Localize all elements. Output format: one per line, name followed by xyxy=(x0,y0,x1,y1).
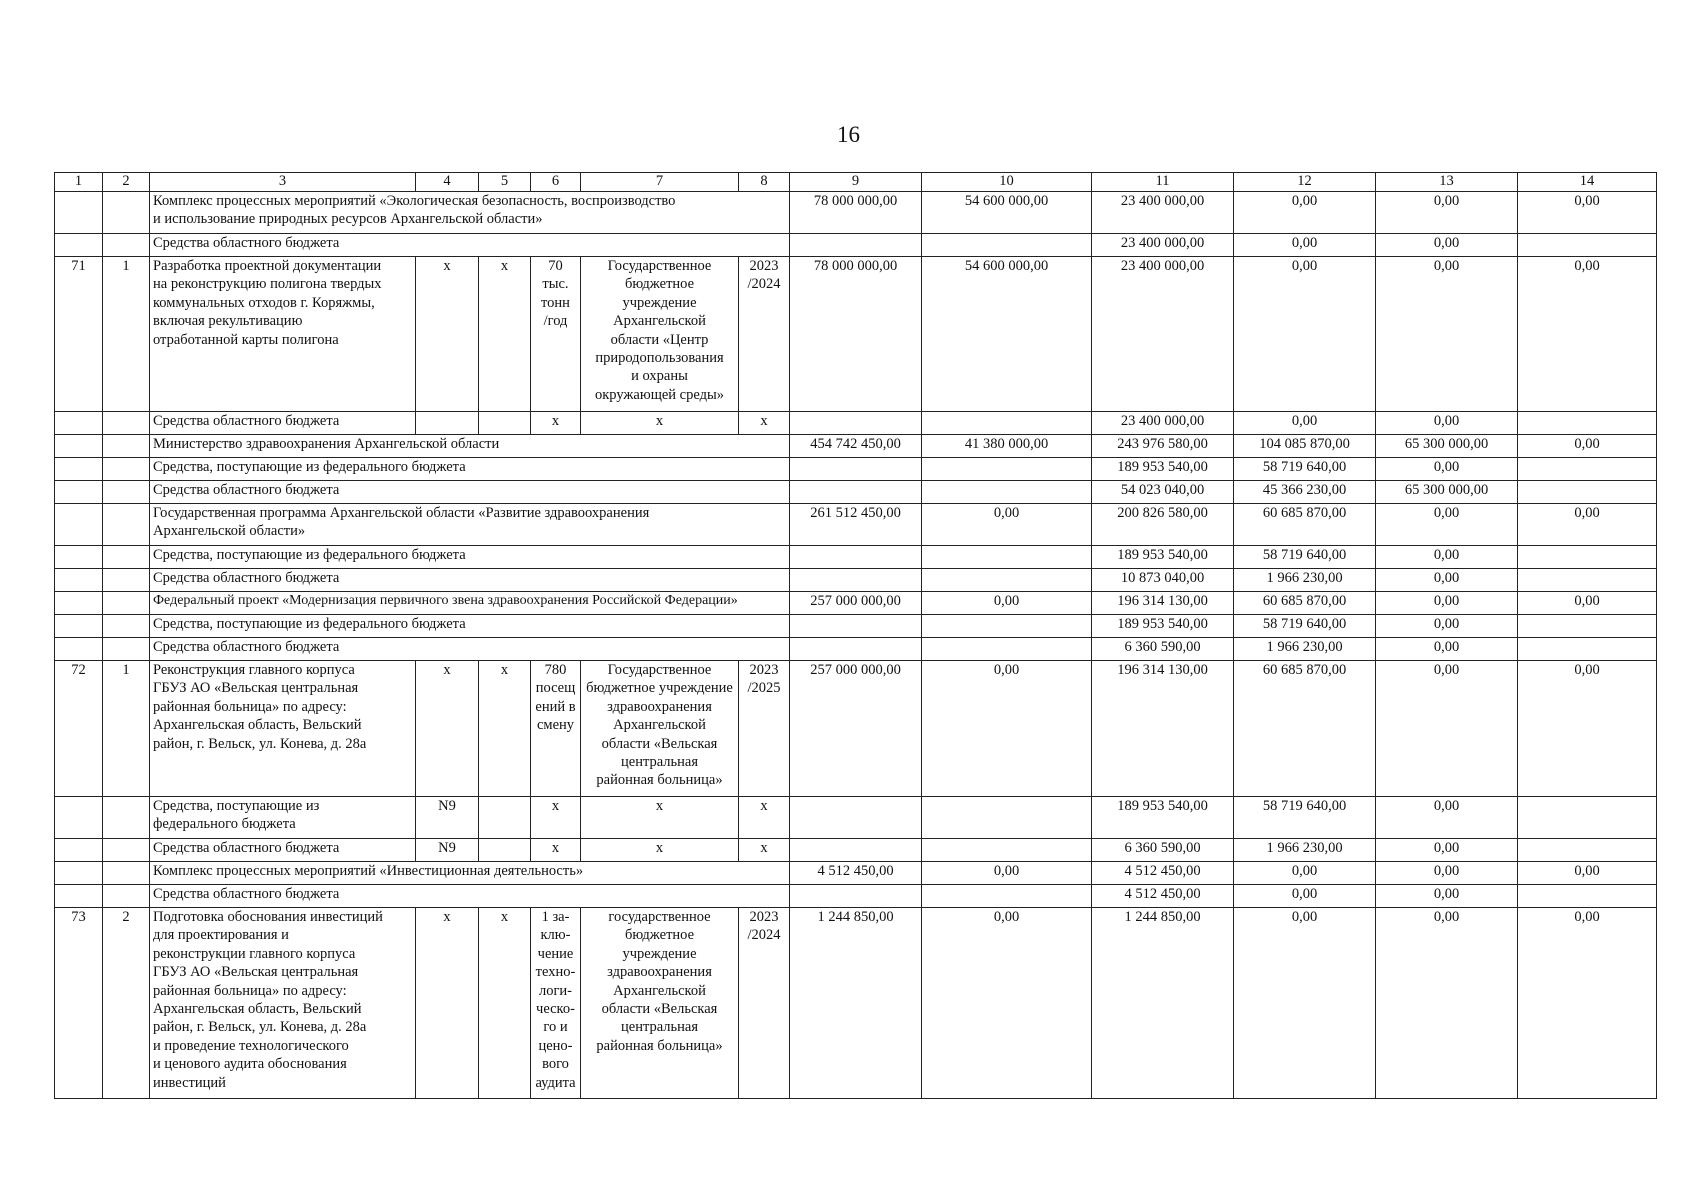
cell-col6: х xyxy=(531,839,581,862)
cell-col11: 23 400 000,00 xyxy=(1092,234,1234,257)
cell-col4: N9 xyxy=(416,839,479,862)
col-header: 4 xyxy=(416,173,479,192)
cell-col12: 45 366 230,00 xyxy=(1234,481,1376,504)
cell-col11: 189 953 540,00 xyxy=(1092,797,1234,839)
cell-col13: 0,00 xyxy=(1376,862,1518,885)
cell-col11: 54 023 040,00 xyxy=(1092,481,1234,504)
col-header: 12 xyxy=(1234,173,1376,192)
cell-col11: 23 400 000,00 xyxy=(1092,192,1234,234)
funding-row xyxy=(55,234,1657,257)
cell-col11: 196 314 130,00 xyxy=(1092,592,1234,615)
funding-row xyxy=(55,885,1657,908)
cell-col8: х xyxy=(739,412,790,435)
cell-col12: 60 685 870,00 xyxy=(1234,504,1376,546)
funding-row xyxy=(55,638,1657,661)
cell-col5: х xyxy=(479,908,531,1099)
cell-col12: 104 085 870,00 xyxy=(1234,435,1376,458)
cell-col4: х xyxy=(416,661,479,797)
col-header: 1 xyxy=(55,173,103,192)
col-header: 9 xyxy=(790,173,922,192)
responsible-org: Государственное бюджетное учреждение Архангельской области «Центр природопользования и охраны окружающей среды» xyxy=(581,257,739,412)
cell-col13: 0,00 xyxy=(1376,885,1518,908)
capacity: 70 тыс. тонн /год xyxy=(531,257,581,412)
cell-col2: 1 xyxy=(103,257,150,412)
cell-col13: 0,00 xyxy=(1376,839,1518,862)
table-row xyxy=(55,908,1657,1099)
cell-col9: 78 000 000,00 xyxy=(790,192,922,234)
col-header: 11 xyxy=(1092,173,1234,192)
cell-col11: 1 244 850,00 xyxy=(1092,908,1234,1099)
funding-row xyxy=(55,839,1657,862)
cell-col11: 243 976 580,00 xyxy=(1092,435,1234,458)
capacity: 1 за- клю- чение техно- логи- ческо- го и цено- вого аудита xyxy=(531,908,581,1099)
cell-col7: х xyxy=(581,839,739,862)
funding-source: Средства, поступающие из федерального бюджета xyxy=(150,797,416,839)
col-header: 10 xyxy=(922,173,1092,192)
funding-source: Средства областного бюджета xyxy=(150,481,790,504)
cell-col13: 0,00 xyxy=(1376,569,1518,592)
cell-col10: 54 600 000,00 xyxy=(922,257,1092,412)
col-header: 14 xyxy=(1518,173,1657,192)
cell-col13: 0,00 xyxy=(1376,192,1518,234)
cell-col5: х xyxy=(479,661,531,797)
cell-col13: 0,00 xyxy=(1376,458,1518,481)
col-header: 7 xyxy=(581,173,739,192)
cell-col11: 200 826 580,00 xyxy=(1092,504,1234,546)
cell-col11: 10 873 040,00 xyxy=(1092,569,1234,592)
cell-col12: 58 719 640,00 xyxy=(1234,615,1376,638)
funding-source: Средства, поступающие из федерального бюджета xyxy=(150,615,790,638)
cell-col7: х xyxy=(581,412,739,435)
col-header: 13 xyxy=(1376,173,1518,192)
cell-col5: х xyxy=(479,257,531,412)
cell-col12: 58 719 640,00 xyxy=(1234,458,1376,481)
cell-col6: х xyxy=(531,412,581,435)
section-row xyxy=(55,862,1657,885)
funding-source: Средства областного бюджета xyxy=(150,412,416,435)
funding-source: Средства, поступающие из федерального бюджета xyxy=(150,546,790,569)
cell-col13: 0,00 xyxy=(1376,504,1518,546)
section-row xyxy=(55,192,1657,234)
cell-col11: 4 512 450,00 xyxy=(1092,885,1234,908)
cell-col12: 0,00 xyxy=(1234,862,1376,885)
cell-col13: 0,00 xyxy=(1376,661,1518,797)
cell-col10: 0,00 xyxy=(922,862,1092,885)
cell-col14: 0,00 xyxy=(1518,504,1657,546)
section-row xyxy=(55,592,1657,615)
cell-col12: 0,00 xyxy=(1234,885,1376,908)
measure-name: Реконструкция главного корпуса ГБУЗ АО «Вельская центральная районная больница» по адресу: Архангельская область, Вельский район, г. Вельск, ул. Конева, д. 28а xyxy=(150,661,416,797)
col-header: 8 xyxy=(739,173,790,192)
col-header: 5 xyxy=(479,173,531,192)
funding-source: Средства областного бюджета xyxy=(150,885,790,908)
cell-col13: 0,00 xyxy=(1376,546,1518,569)
row-number: 73 xyxy=(55,908,103,1099)
cell-col9: 1 244 850,00 xyxy=(790,908,922,1099)
cell-col13: 0,00 xyxy=(1376,412,1518,435)
cell-col12: 60 685 870,00 xyxy=(1234,661,1376,797)
cell-col10: 54 600 000,00 xyxy=(922,192,1092,234)
cell-col11: 23 400 000,00 xyxy=(1092,412,1234,435)
cell-col12: 0,00 xyxy=(1234,908,1376,1099)
cell-col8: х xyxy=(739,797,790,839)
cell-col14: 0,00 xyxy=(1518,192,1657,234)
cell-col12: 1 966 230,00 xyxy=(1234,638,1376,661)
cell-col13: 0,00 xyxy=(1376,797,1518,839)
cell-col13: 0,00 xyxy=(1376,615,1518,638)
period: 2023 /2025 xyxy=(739,661,790,797)
responsible-org: государственное бюджетное учреждение здравоохранения Архангельской области «Вельская центральная районная больница» xyxy=(581,908,739,1099)
cell-col13: 0,00 xyxy=(1376,908,1518,1099)
section-row xyxy=(55,435,1657,458)
cell-col9: 78 000 000,00 xyxy=(790,257,922,412)
cell-col8: х xyxy=(739,839,790,862)
col-header: 6 xyxy=(531,173,581,192)
cell-col14: 0,00 xyxy=(1518,862,1657,885)
cell-col9: 257 000 000,00 xyxy=(790,592,922,615)
funding-source: Средства областного бюджета xyxy=(150,638,790,661)
section-title: Федеральный проект «Модернизация первичного звена здравоохранения Российской Федерации» xyxy=(150,592,790,615)
section-title: Комплекс процессных мероприятий «Экологическая безопасность, воспроизводство и использование природных ресурсов Архангельской области» xyxy=(150,192,790,234)
section-title: Комплекс процессных мероприятий «Инвестиционная деятельность» xyxy=(150,862,790,885)
funding-row xyxy=(55,546,1657,569)
measure-name: Разработка проектной документации на реконструкцию полигона твердых коммунальных отходов г. Коряжмы, включая рекультивацию отработанной карты полигона xyxy=(150,257,416,412)
cell-col10: 0,00 xyxy=(922,592,1092,615)
cell-col12: 0,00 xyxy=(1234,412,1376,435)
cell-col13: 65 300 000,00 xyxy=(1376,435,1518,458)
cell-col11: 6 360 590,00 xyxy=(1092,839,1234,862)
row-number: 72 xyxy=(55,661,103,797)
cell-col2: 2 xyxy=(103,908,150,1099)
funding-row xyxy=(55,412,1657,435)
funding-row xyxy=(55,615,1657,638)
cell-col14: 0,00 xyxy=(1518,908,1657,1099)
period: 2023 /2024 xyxy=(739,908,790,1099)
cell-col11: 189 953 540,00 xyxy=(1092,458,1234,481)
budget-table xyxy=(54,172,1657,1099)
cell-col7: х xyxy=(581,797,739,839)
cell-col9: 4 512 450,00 xyxy=(790,862,922,885)
page-number: 16 xyxy=(837,122,860,147)
cell-col9: 261 512 450,00 xyxy=(790,504,922,546)
cell-col12: 58 719 640,00 xyxy=(1234,546,1376,569)
cell-col11: 189 953 540,00 xyxy=(1092,546,1234,569)
table-row xyxy=(55,257,1657,412)
responsible-org: Государственное бюджетное учреждение здравоохранения Архангельской области «Вельская центральная районная больница» xyxy=(581,661,739,797)
cell-col11: 4 512 450,00 xyxy=(1092,862,1234,885)
cell-col10: 0,00 xyxy=(922,504,1092,546)
section-title: Государственная программа Архангельской области «Развитие здравоохранения Архангельской области» xyxy=(150,504,790,546)
cell-col12: 60 685 870,00 xyxy=(1234,592,1376,615)
funding-source: Средства, поступающие из федерального бюджета xyxy=(150,458,790,481)
cell-col9: 454 742 450,00 xyxy=(790,435,922,458)
section-row xyxy=(55,504,1657,546)
cell-col11: 189 953 540,00 xyxy=(1092,615,1234,638)
cell-col4: N9 xyxy=(416,797,479,839)
cell-col12: 58 719 640,00 xyxy=(1234,797,1376,839)
capacity: 780 посещ ений в смену xyxy=(531,661,581,797)
cell-col10: 41 380 000,00 xyxy=(922,435,1092,458)
funding-row xyxy=(55,458,1657,481)
cell-col6: х xyxy=(531,797,581,839)
row-number: 71 xyxy=(55,257,103,412)
funding-source: Средства областного бюджета xyxy=(150,234,790,257)
cell-col13: 0,00 xyxy=(1376,234,1518,257)
section-title: Министерство здравоохранения Архангельской области xyxy=(150,435,790,458)
cell-col14: 0,00 xyxy=(1518,661,1657,797)
cell-col10: 0,00 xyxy=(922,908,1092,1099)
funding-row xyxy=(55,797,1657,839)
cell-col4: х xyxy=(416,908,479,1099)
col-header: 3 xyxy=(150,173,416,192)
cell-col4: х xyxy=(416,257,479,412)
cell-col2: 1 xyxy=(103,661,150,797)
cell-col14: 0,00 xyxy=(1518,592,1657,615)
column-number-row xyxy=(55,173,1657,192)
cell-col14: 0,00 xyxy=(1518,257,1657,412)
cell-col12: 0,00 xyxy=(1234,192,1376,234)
table-row xyxy=(55,661,1657,797)
cell-col14: 0,00 xyxy=(1518,435,1657,458)
funding-source: Средства областного бюджета xyxy=(150,569,790,592)
cell-col11: 196 314 130,00 xyxy=(1092,661,1234,797)
funding-source: Средства областного бюджета xyxy=(150,839,416,862)
cell-col12: 1 966 230,00 xyxy=(1234,569,1376,592)
cell-col11: 6 360 590,00 xyxy=(1092,638,1234,661)
period: 2023 /2024 xyxy=(739,257,790,412)
cell-col11: 23 400 000,00 xyxy=(1092,257,1234,412)
cell-col12: 0,00 xyxy=(1234,234,1376,257)
cell-col13: 0,00 xyxy=(1376,592,1518,615)
cell-col9: 257 000 000,00 xyxy=(790,661,922,797)
funding-row xyxy=(55,569,1657,592)
cell-col12: 0,00 xyxy=(1234,257,1376,412)
cell-col13: 0,00 xyxy=(1376,257,1518,412)
col-header: 2 xyxy=(103,173,150,192)
funding-row xyxy=(55,481,1657,504)
measure-name: Подготовка обоснования инвестиций для проектирования и реконструкции главного корпуса ГБУЗ АО «Вельская центральная районная больница» по адресу: Архангельская область, Вельский район, г. Вельск, ул. Конева, д. 28а и проведение технологического и ценового аудита обоснования инвестиций xyxy=(150,908,416,1099)
cell-col13: 65 300 000,00 xyxy=(1376,481,1518,504)
cell-col13: 0,00 xyxy=(1376,638,1518,661)
cell-col12: 1 966 230,00 xyxy=(1234,839,1376,862)
cell-col10: 0,00 xyxy=(922,661,1092,797)
